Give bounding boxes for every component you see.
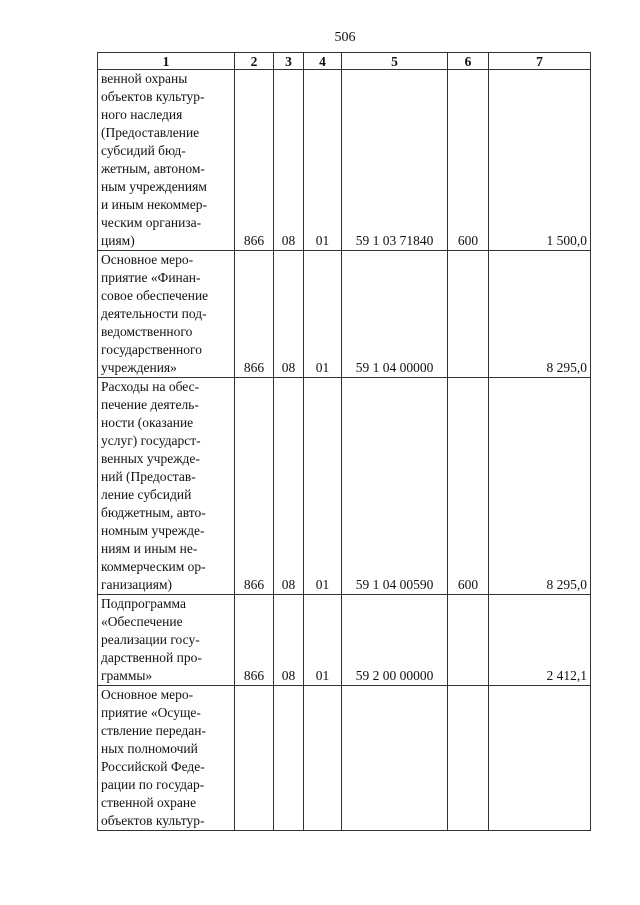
row-name-line: деятельности под- — [101, 306, 207, 321]
row-name-line: «Обеспечение — [101, 614, 183, 629]
row-name-line: ление субсидий — [101, 487, 192, 502]
row-name-cell — [98, 251, 235, 378]
row-name-line: ного наследия — [101, 107, 183, 122]
target-article-cell: 59 1 04 00590 — [342, 378, 448, 595]
row-name-line: субсидий бюд- — [101, 143, 186, 158]
table-row — [98, 686, 591, 831]
row-name-cell — [98, 686, 235, 831]
admin-code-cell: 866 — [235, 70, 274, 251]
table-row — [98, 70, 591, 251]
row-name-line: Расходы на обес- — [101, 379, 200, 394]
row-name-line: приятие «Финан- — [101, 270, 201, 285]
amount-cell: 8 295,0 — [489, 378, 591, 595]
row-name-line: печение деятель- — [101, 397, 199, 412]
row-name-line: ности (оказание — [101, 415, 194, 430]
row-name-line: ний (Предостав- — [101, 469, 196, 484]
row-name-line: рации по государ- — [101, 777, 205, 792]
admin-code-cell — [235, 686, 274, 831]
row-name-line: жетным, автоном- — [101, 161, 205, 176]
amount-cell — [489, 686, 591, 831]
row-name-line: циям) — [101, 233, 135, 248]
column-header-4: 4 — [304, 53, 342, 70]
expense-type-cell — [448, 251, 489, 378]
column-header-7: 7 — [489, 53, 591, 70]
row-name-cell — [98, 595, 235, 686]
amount-cell: 2 412,1 — [489, 595, 591, 686]
admin-code-cell: 866 — [235, 595, 274, 686]
column-header-5: 5 — [342, 53, 448, 70]
budget-table — [97, 52, 591, 831]
column-header-1: 1 — [98, 53, 235, 70]
target-article-cell: 59 1 04 00000 — [342, 251, 448, 378]
row-name-line: ствление передан- — [101, 723, 206, 738]
row-name-line: ческим организа- — [101, 215, 202, 230]
page-number: 506 — [334, 30, 356, 45]
admin-code-cell: 866 — [235, 378, 274, 595]
row-name-line: реализации госу- — [101, 632, 200, 647]
row-name-line: Основное меро- — [101, 252, 194, 267]
row-name-line: услуг) государст- — [101, 433, 201, 448]
target-article-cell: 59 2 00 00000 — [342, 595, 448, 686]
row-name-line: учреждения» — [101, 360, 177, 375]
target-article-cell — [342, 686, 448, 831]
subsection-cell: 01 — [304, 595, 342, 686]
section-cell: 08 — [274, 251, 304, 378]
row-name-cell — [98, 70, 235, 251]
row-name-line: объектов культур- — [101, 813, 205, 828]
row-name-line: ниям и иным не- — [101, 541, 198, 556]
row-name-line: дарственной про- — [101, 650, 202, 665]
row-name-line: бюджетным, авто- — [101, 505, 206, 520]
column-header-3: 3 — [274, 53, 304, 70]
expense-type-cell: 600 — [448, 70, 489, 251]
subsection-cell: 01 — [304, 70, 342, 251]
row-name-line: венных учрежде- — [101, 451, 200, 466]
table-header-row — [98, 53, 591, 70]
target-article-cell: 59 1 03 71840 — [342, 70, 448, 251]
section-cell: 08 — [274, 70, 304, 251]
row-name-line: ведомственного — [101, 324, 193, 339]
section-cell: 08 — [274, 595, 304, 686]
row-name-line: и иным некоммер- — [101, 197, 207, 212]
row-name-line: ных полномочий — [101, 741, 198, 756]
row-name-line: приятие «Осуще- — [101, 705, 201, 720]
row-name-line: Основное меро- — [101, 687, 194, 702]
row-name-line: венной охраны — [101, 71, 188, 86]
admin-code-cell: 866 — [235, 251, 274, 378]
subsection-cell: 01 — [304, 378, 342, 595]
amount-cell: 1 500,0 — [489, 70, 591, 251]
section-cell: 08 — [274, 378, 304, 595]
row-name-line: граммы» — [101, 668, 153, 683]
row-name-line: ным учреждениям — [101, 179, 207, 194]
expense-type-cell — [448, 686, 489, 831]
row-name-line: ственной охране — [101, 795, 197, 810]
row-name-line: государственного — [101, 342, 202, 357]
subsection-cell: 01 — [304, 251, 342, 378]
row-name-line: (Предоставление — [101, 125, 200, 140]
expense-type-cell: 600 — [448, 378, 489, 595]
table-row — [98, 595, 591, 686]
expense-type-cell — [448, 595, 489, 686]
row-name-line: коммерческим ор- — [101, 559, 206, 574]
row-name-line: ганизациям) — [101, 577, 173, 592]
row-name-line: объектов культур- — [101, 89, 205, 104]
column-header-2: 2 — [235, 53, 274, 70]
table-body — [98, 70, 591, 831]
row-name-cell — [98, 378, 235, 595]
row-name-line: Подпрограмма — [101, 596, 186, 611]
amount-cell: 8 295,0 — [489, 251, 591, 378]
section-cell — [274, 686, 304, 831]
row-name-line: Российской Феде- — [101, 759, 205, 774]
subsection-cell — [304, 686, 342, 831]
row-name-line: совое обеспечение — [101, 288, 209, 303]
table-row — [98, 251, 591, 378]
column-header-6: 6 — [448, 53, 489, 70]
table-row — [98, 378, 591, 595]
row-name-line: номным учрежде- — [101, 523, 205, 538]
